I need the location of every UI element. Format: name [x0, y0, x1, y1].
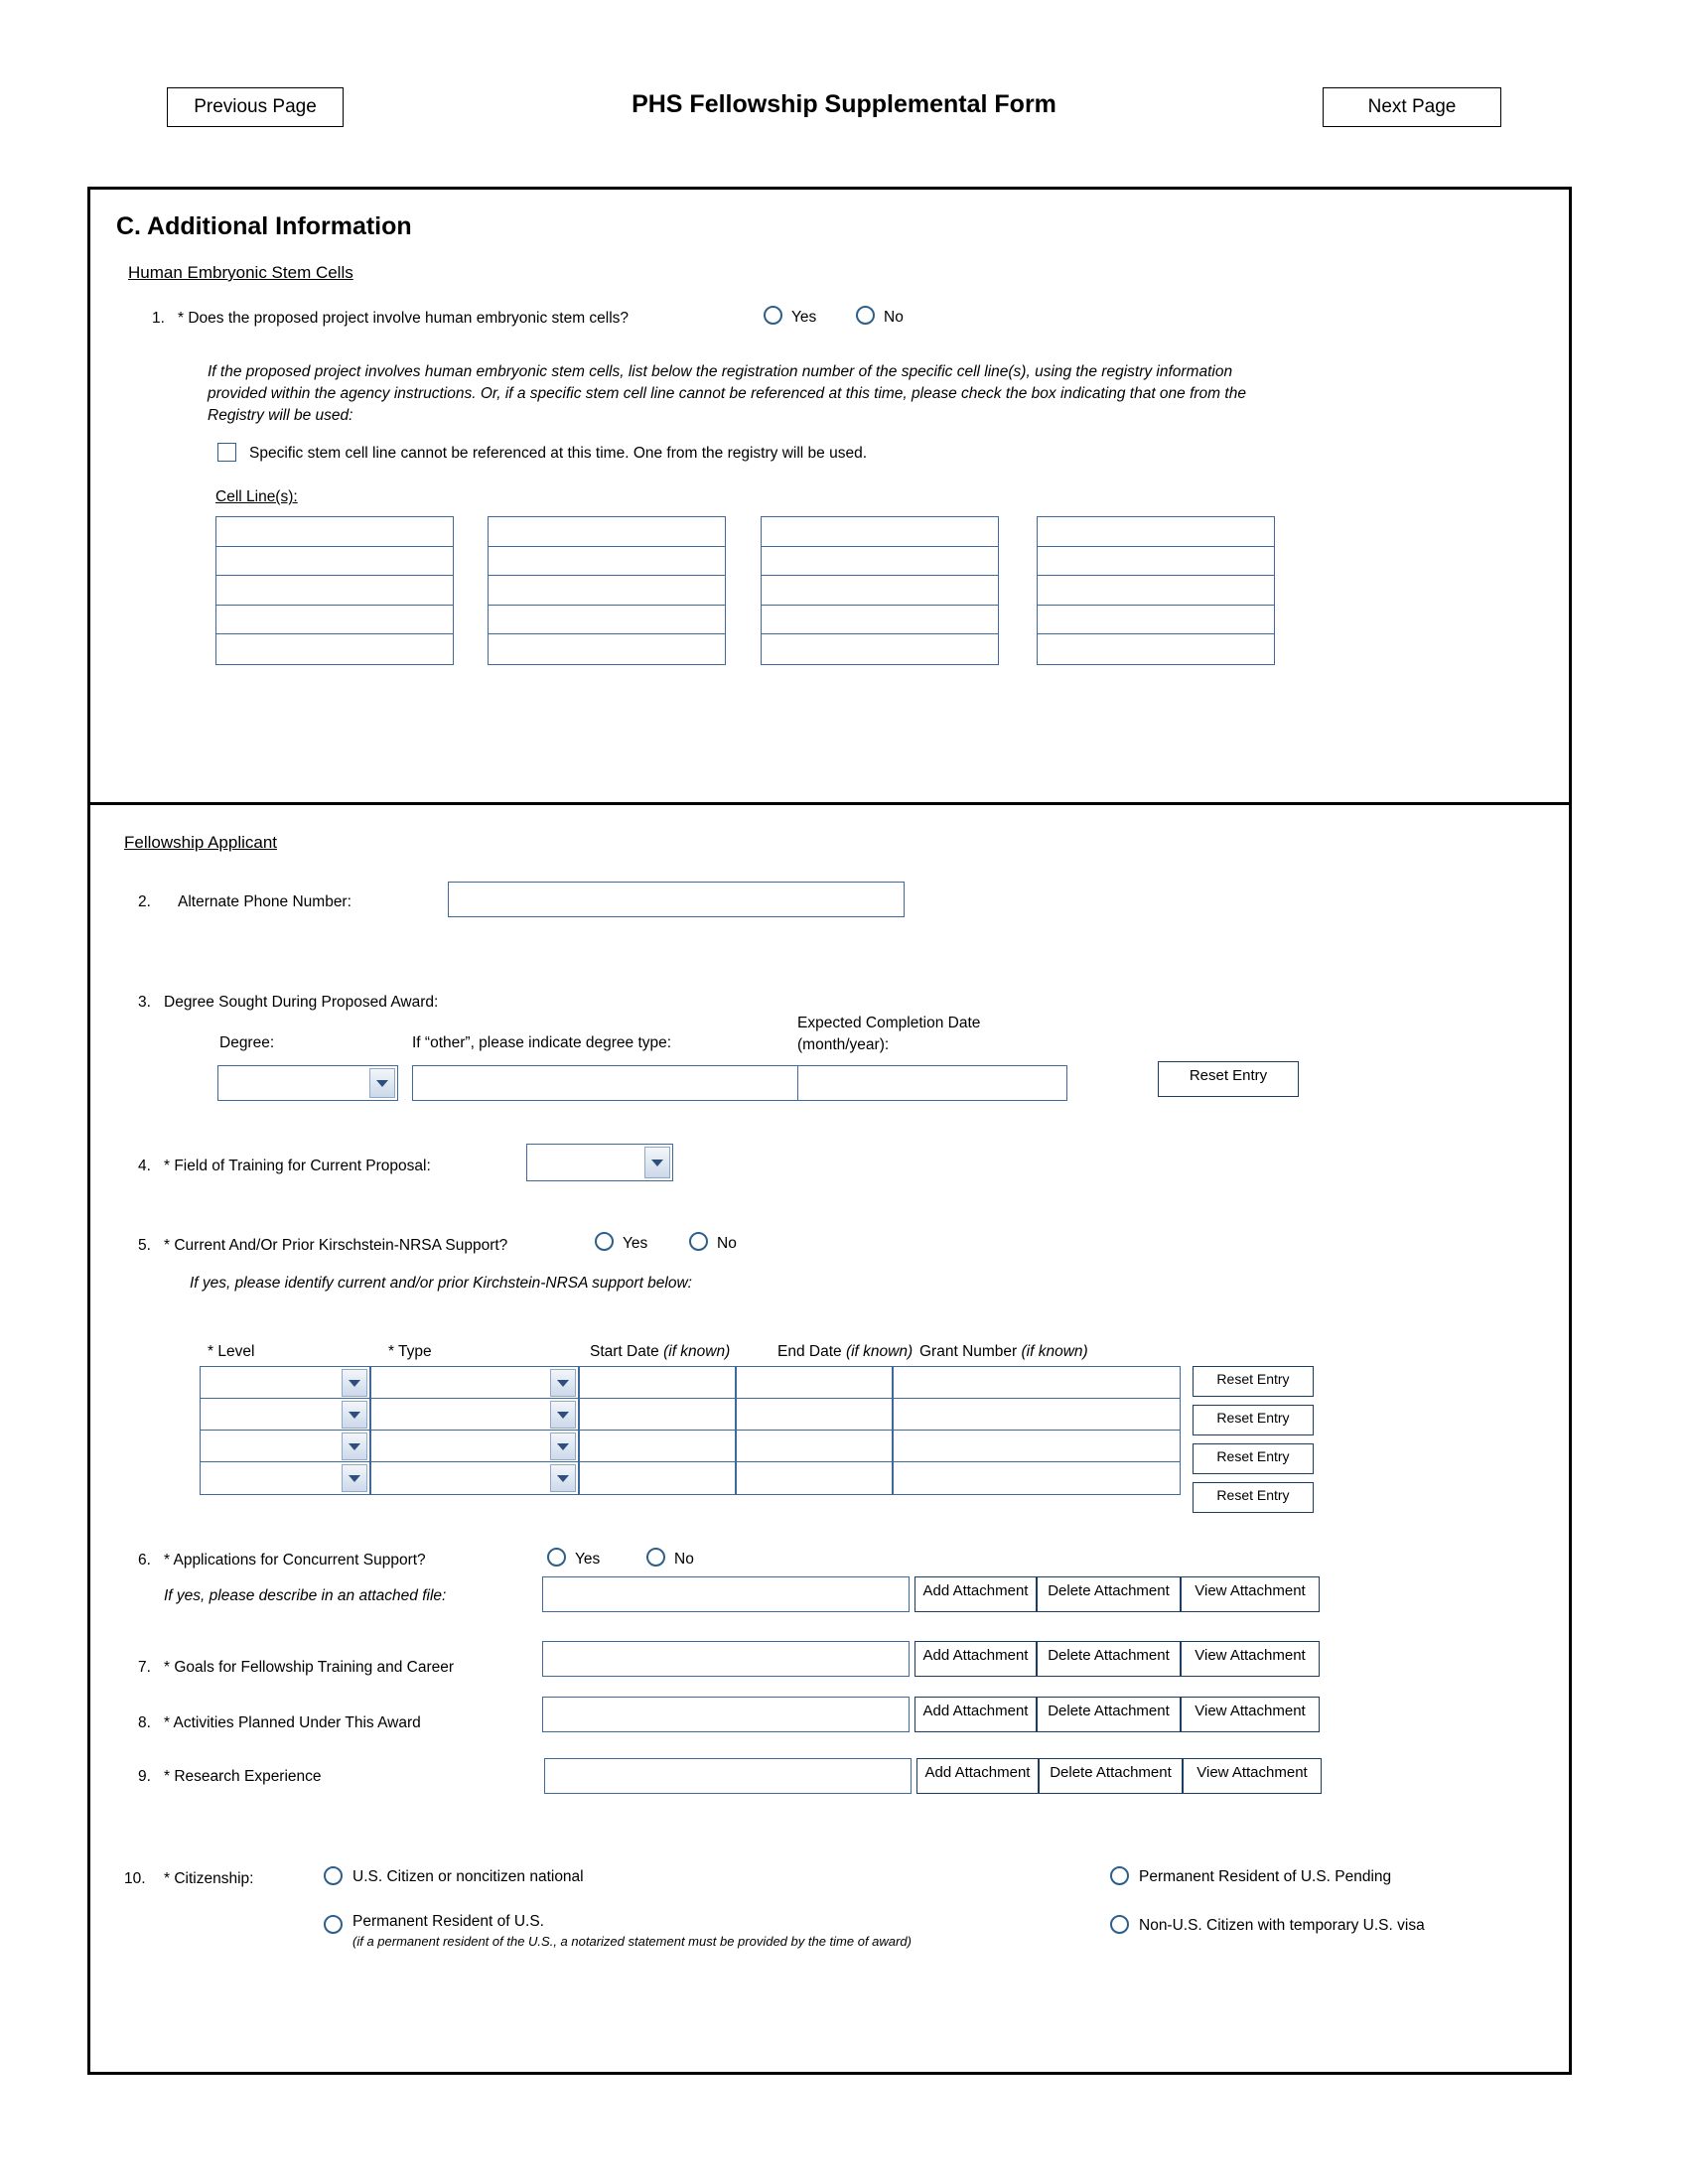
expected-completion-label-line2: (month/year): [797, 1036, 890, 1053]
chevron-down-icon [550, 1433, 576, 1460]
chevron-down-icon [342, 1464, 367, 1492]
cell-lines-label: Cell Line(s): [215, 488, 298, 505]
chevron-down-icon [342, 1433, 367, 1460]
question-7-label: * Goals for Fellowship Training and Career [164, 1659, 455, 1676]
nrsa-grant-number-input-1[interactable] [893, 1366, 1181, 1400]
cell-line-column-3[interactable] [761, 516, 999, 665]
concurrent-support-attachment-input[interactable] [542, 1576, 910, 1612]
cell-line-input[interactable] [762, 517, 998, 547]
section-title: C. Additional Information [116, 212, 412, 240]
nrsa-support-yes-radio[interactable] [595, 1232, 614, 1251]
other-degree-input[interactable] [412, 1065, 849, 1101]
citizenship-permanent-resident-pending-radio[interactable] [1110, 1866, 1129, 1885]
stem-cells-instructions-line3: Registry will be used: [208, 407, 353, 424]
nrsa-header-level: * Level [208, 1343, 255, 1360]
nrsa-grant-number-input-2[interactable] [893, 1398, 1181, 1432]
chevron-down-icon [342, 1369, 367, 1397]
stem-cells-yes-radio[interactable] [764, 306, 782, 325]
cell-line-input[interactable] [1038, 576, 1274, 606]
nrsa-reset-entry-button-1[interactable]: Reset Entry [1193, 1366, 1314, 1397]
chevron-down-icon [550, 1464, 576, 1492]
nrsa-level-select-3[interactable] [200, 1430, 370, 1463]
nrsa-level-select-1[interactable] [200, 1366, 370, 1400]
cell-line-input[interactable] [489, 517, 725, 547]
concurrent-support-no-radio[interactable] [646, 1548, 665, 1567]
chevron-down-icon [550, 1369, 576, 1397]
citizenship-option-label-1: U.S. Citizen or noncitizen national [352, 1868, 584, 1885]
citizenship-note: (if a permanent resident of the U.S., a notarized statement must be provided by the time of award) [352, 1934, 912, 1949]
cell-line-input[interactable] [489, 576, 725, 606]
delete-attachment-button-7[interactable]: Delete Attachment [1037, 1641, 1181, 1677]
citizenship-permanent-resident-radio[interactable] [324, 1915, 343, 1934]
cell-line-column-4[interactable] [1037, 516, 1275, 665]
cell-line-column-1[interactable] [215, 516, 454, 665]
chevron-down-icon [369, 1068, 395, 1098]
other-degree-label: If “other”, please indicate degree type: [412, 1034, 672, 1051]
nrsa-reset-entry-button-2[interactable]: Reset Entry [1193, 1405, 1314, 1435]
view-attachment-button-8[interactable]: View Attachment [1181, 1697, 1320, 1732]
alternate-phone-input[interactable] [448, 882, 905, 917]
cell-line-input[interactable] [489, 547, 725, 577]
stem-cell-line-unknown-label: Specific stem cell line cannot be referenced at this time. One from the registry will be used. [249, 445, 868, 462]
question-9-number: 9. [138, 1768, 151, 1785]
cell-line-input[interactable] [1038, 547, 1274, 577]
question-10-number: 10. [124, 1870, 146, 1887]
question-5-label: * Current And/Or Prior Kirschstein-NRSA Support? [164, 1237, 508, 1254]
nrsa-start-date-input-1[interactable] [579, 1366, 736, 1400]
stem-cell-line-unknown-checkbox[interactable] [217, 443, 236, 462]
question-7-number: 7. [138, 1659, 151, 1676]
question-9-label: * Research Experience [164, 1768, 322, 1785]
concurrent-support-note: If yes, please describe in an attached file: [164, 1587, 447, 1604]
degree-reset-entry-button[interactable]: Reset Entry [1158, 1061, 1299, 1097]
nrsa-level-select-4[interactable] [200, 1461, 370, 1495]
nrsa-header-start-date: Start Date (if known) [590, 1343, 731, 1360]
cell-line-input[interactable] [216, 517, 453, 547]
nrsa-start-date-input-4[interactable] [579, 1461, 736, 1495]
cell-line-input[interactable] [762, 606, 998, 635]
question-2-label: Alternate Phone Number: [178, 893, 352, 910]
nrsa-type-select-3[interactable] [370, 1430, 579, 1463]
question-1-number: 1. [152, 310, 165, 327]
nrsa-support-no-label: No [717, 1235, 737, 1252]
citizenship-non-us-citizen-radio[interactable] [1110, 1915, 1129, 1934]
cell-line-input[interactable] [1038, 606, 1274, 635]
question-6-label: * Applications for Concurrent Support? [164, 1552, 426, 1569]
cell-line-input[interactable] [489, 606, 725, 635]
degree-select[interactable] [217, 1065, 398, 1101]
cell-line-input[interactable] [762, 576, 998, 606]
field-of-training-select[interactable] [526, 1144, 673, 1181]
stem-cells-no-label: No [884, 309, 904, 326]
question-10-label: * Citizenship: [164, 1870, 254, 1887]
concurrent-support-no-label: No [674, 1551, 694, 1568]
add-attachment-button-6[interactable]: Add Attachment [914, 1576, 1037, 1612]
nrsa-support-note: If yes, please identify current and/or prior Kirchstein-NRSA support below: [190, 1275, 692, 1292]
nrsa-grant-number-input-4[interactable] [893, 1461, 1181, 1495]
nrsa-start-date-input-2[interactable] [579, 1398, 736, 1432]
question-3-number: 3. [138, 994, 151, 1011]
add-attachment-button-7[interactable]: Add Attachment [914, 1641, 1037, 1677]
nrsa-start-date-input-3[interactable] [579, 1430, 736, 1463]
cell-line-input[interactable] [762, 634, 998, 664]
view-attachment-button-7[interactable]: View Attachment [1181, 1641, 1320, 1677]
question-5-number: 5. [138, 1237, 151, 1254]
question-6-number: 6. [138, 1552, 151, 1569]
next-page-button[interactable]: Next Page [1323, 87, 1501, 127]
view-attachment-button-6[interactable]: View Attachment [1181, 1576, 1320, 1612]
cell-line-input[interactable] [216, 606, 453, 635]
page-title: PHS Fellowship Supplemental Form [632, 90, 1056, 118]
cell-line-input[interactable] [216, 547, 453, 577]
research-experience-attachment-input[interactable] [544, 1758, 912, 1794]
citizenship-us-citizen-radio[interactable] [324, 1866, 343, 1885]
form-body [87, 187, 1572, 2075]
question-4-label: * Field of Training for Current Proposal: [164, 1158, 431, 1174]
nrsa-end-date-input-4[interactable] [736, 1461, 893, 1495]
question-2-number: 2. [138, 893, 151, 910]
nrsa-end-date-input-2[interactable] [736, 1398, 893, 1432]
delete-attachment-button-9[interactable]: Delete Attachment [1039, 1758, 1183, 1794]
cell-line-input[interactable] [216, 576, 453, 606]
cell-line-column-2[interactable] [488, 516, 726, 665]
stem-cells-no-radio[interactable] [856, 306, 875, 325]
question-1-label: * Does the proposed project involve human embryonic stem cells? [178, 310, 630, 327]
expected-completion-label-line1: Expected Completion Date [797, 1015, 981, 1031]
nrsa-support-yes-label: Yes [623, 1235, 648, 1252]
previous-page-button[interactable]: Previous Page [167, 87, 344, 127]
stem-cells-subheading: Human Embryonic Stem Cells [128, 263, 353, 282]
delete-attachment-button-8[interactable]: Delete Attachment [1037, 1697, 1181, 1732]
add-attachment-button-9[interactable]: Add Attachment [916, 1758, 1039, 1794]
nrsa-header-type: * Type [388, 1343, 432, 1360]
chevron-down-icon [342, 1401, 367, 1429]
cell-line-input[interactable] [489, 634, 725, 664]
fellowship-applicant-subheading: Fellowship Applicant [124, 833, 278, 852]
question-3-label: Degree Sought During Proposed Award: [164, 994, 439, 1011]
nrsa-header-grant-number: Grant Number (if known) [919, 1343, 1088, 1360]
nrsa-end-date-input-3[interactable] [736, 1430, 893, 1463]
view-attachment-button-9[interactable]: View Attachment [1183, 1758, 1322, 1794]
chevron-down-icon [644, 1147, 670, 1178]
nrsa-grant-number-input-3[interactable] [893, 1430, 1181, 1463]
citizenship-option-label-4: Non-U.S. Citizen with temporary U.S. visa [1139, 1917, 1425, 1934]
nrsa-reset-entry-button-4[interactable]: Reset Entry [1193, 1482, 1314, 1513]
citizenship-option-label-2: Permanent Resident of U.S. Pending [1139, 1868, 1392, 1885]
cell-line-input[interactable] [1038, 634, 1274, 664]
add-attachment-button-8[interactable]: Add Attachment [914, 1697, 1037, 1732]
chevron-down-icon [550, 1401, 576, 1429]
cell-line-input[interactable] [1038, 517, 1274, 547]
concurrent-support-yes-label: Yes [575, 1551, 601, 1568]
stem-cells-instructions-line1: If the proposed project involves human embryonic stem cells, list below the registration number of the specific cell line(s), using the registry information [208, 363, 1233, 380]
nrsa-reset-entry-button-3[interactable]: Reset Entry [1193, 1443, 1314, 1474]
section-divider [90, 802, 1569, 805]
question-4-number: 4. [138, 1158, 151, 1174]
page-header [0, 87, 1688, 137]
stem-cells-yes-label: Yes [791, 309, 817, 326]
degree-label: Degree: [219, 1034, 275, 1051]
concurrent-support-yes-radio[interactable] [547, 1548, 566, 1567]
question-8-number: 8. [138, 1714, 151, 1731]
goals-attachment-input[interactable] [542, 1641, 910, 1677]
nrsa-end-date-input-1[interactable] [736, 1366, 893, 1400]
nrsa-type-select-1[interactable] [370, 1366, 579, 1400]
nrsa-type-select-2[interactable] [370, 1398, 579, 1432]
nrsa-support-no-radio[interactable] [689, 1232, 708, 1251]
cell-line-input[interactable] [762, 547, 998, 577]
nrsa-level-select-2[interactable] [200, 1398, 370, 1432]
nrsa-type-select-4[interactable] [370, 1461, 579, 1495]
cell-line-input[interactable] [216, 634, 453, 664]
question-8-label: * Activities Planned Under This Award [164, 1714, 421, 1731]
stem-cells-instructions-line2: provided within the agency instructions. Or, if a specific stem cell line cannot be referenced at this time, please check the box indicating that one from the [208, 385, 1246, 402]
expected-completion-input[interactable] [797, 1065, 1067, 1101]
citizenship-option-label-3: Permanent Resident of U.S. [352, 1913, 544, 1930]
delete-attachment-button-6[interactable]: Delete Attachment [1037, 1576, 1181, 1612]
activities-attachment-input[interactable] [542, 1697, 910, 1732]
nrsa-header-end-date: End Date (if known) [777, 1343, 914, 1360]
